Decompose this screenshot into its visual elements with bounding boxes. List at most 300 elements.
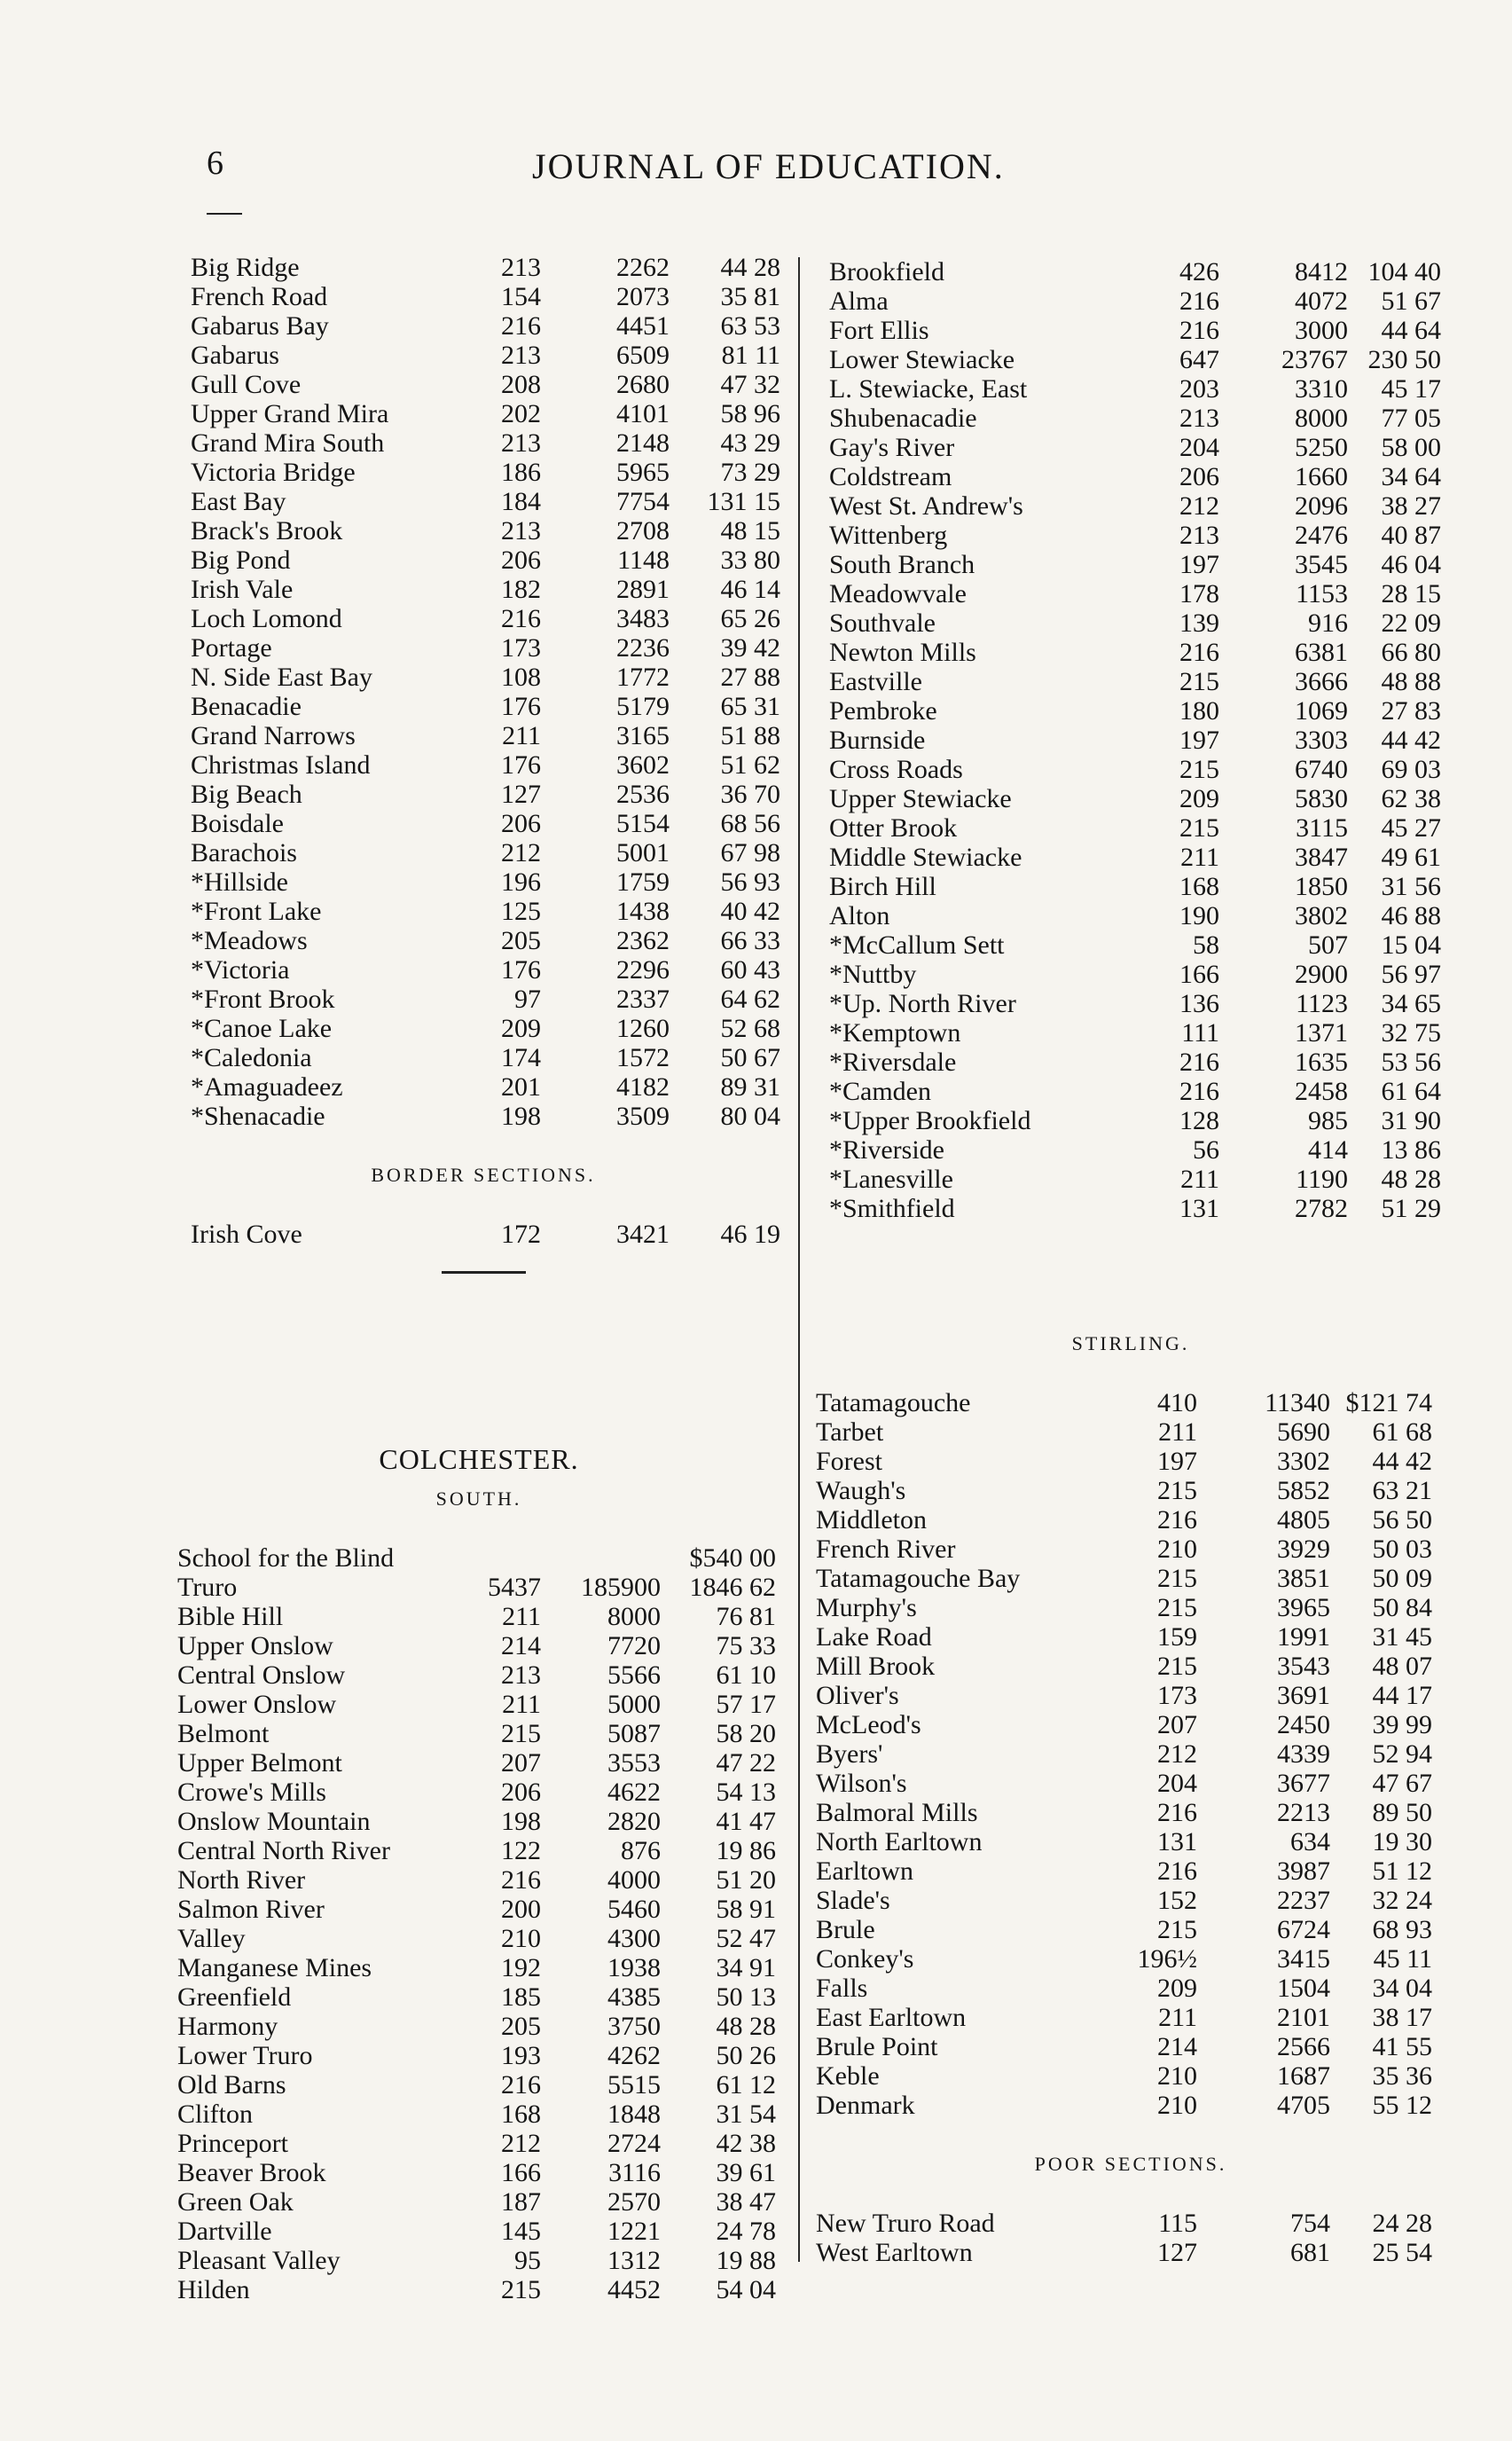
grant-amount: 52 47	[716, 1924, 776, 1953]
attendance: 1148	[617, 545, 670, 575]
days-taught: 210	[1157, 2091, 1197, 2120]
days-taught: 216	[501, 2070, 541, 2100]
days-taught: 215	[1157, 1593, 1197, 1622]
table-row	[191, 1072, 780, 1102]
table-row	[829, 989, 1450, 1018]
section-name: Denmark	[816, 2091, 915, 2120]
table-row	[191, 1220, 780, 1249]
section-name: Meadowvale	[829, 579, 967, 608]
days-taught: 213	[1179, 404, 1219, 433]
table-row	[191, 1014, 780, 1043]
table-row	[177, 1543, 780, 1573]
page-title: JOURNAL OF EDUCATION.	[532, 146, 1005, 186]
grant-amount: 63 21	[1372, 1476, 1432, 1505]
grant-amount: 32 24	[1372, 1886, 1432, 1915]
days-taught: 215	[1157, 1564, 1197, 1593]
attendance: 3545	[1295, 550, 1348, 579]
attendance: 3483	[616, 604, 670, 633]
section-name: Big Pond	[191, 545, 291, 575]
days-taught: 211	[1180, 843, 1219, 872]
attendance: 1190	[1296, 1165, 1348, 1194]
grant-amount: 63 53	[720, 311, 780, 341]
days-taught: 216	[1157, 1856, 1197, 1886]
grant-amount: 51 62	[720, 750, 780, 780]
section-name: Grand Narrows	[191, 721, 356, 750]
table-row	[816, 1564, 1445, 1593]
grant-amount: 45 11	[1373, 1944, 1432, 1974]
days-taught: 203	[1179, 374, 1219, 404]
section-name: *Lanesville	[829, 1165, 953, 1194]
right-column-bottom	[816, 1326, 1445, 2267]
grant-amount: 68 56	[720, 809, 780, 838]
attendance: 3415	[1277, 1944, 1330, 1974]
days-taught: 172	[501, 1220, 541, 1249]
days-taught: 205	[501, 2012, 541, 2041]
attendance: 2073	[616, 282, 670, 311]
table-row	[191, 253, 780, 282]
days-taught: 131	[1179, 1194, 1219, 1223]
attendance: 4339	[1277, 1739, 1330, 1769]
table-row	[191, 633, 780, 663]
days-taught: 211	[1158, 2003, 1197, 2032]
section-name: Salmon River	[177, 1895, 325, 1924]
grant-amount: 230 50	[1367, 345, 1441, 374]
table-row	[191, 926, 780, 955]
section-name: Pleasant Valley	[177, 2246, 341, 2275]
section-name: McLeod's	[816, 1710, 921, 1739]
attendance: 6740	[1295, 755, 1348, 784]
days-taught: 200	[501, 1895, 541, 1924]
grant-amount: 44 17	[1372, 1681, 1432, 1710]
attendance: 4300	[607, 1924, 661, 1953]
table-rows	[191, 253, 780, 1131]
table-row	[816, 1652, 1445, 1681]
table-row	[829, 579, 1450, 608]
days-taught: 197	[1157, 1447, 1197, 1476]
attendance: 4622	[607, 1778, 661, 1807]
table-row	[191, 282, 780, 311]
days-taught: 196½	[1137, 1944, 1197, 1974]
table-row	[191, 692, 780, 721]
grant-amount: 73 29	[720, 458, 780, 487]
table-row	[191, 458, 780, 487]
section-name: Balmoral Mills	[816, 1798, 978, 1827]
days-taught: 184	[501, 487, 541, 516]
attendance: 2337	[616, 985, 670, 1014]
section-name: L. Stewiacke, East	[829, 374, 1028, 404]
section-name: South Branch	[829, 550, 975, 579]
days-taught: 204	[1179, 433, 1219, 462]
table-row	[816, 1476, 1445, 1505]
section-name: Fort Ellis	[829, 316, 929, 345]
days-taught: 125	[501, 897, 541, 926]
days-taught: 127	[1157, 2238, 1197, 2267]
table-row	[816, 1856, 1445, 1886]
days-taught: 197	[1179, 726, 1219, 755]
days-taught: 187	[501, 2187, 541, 2217]
section-name: Manganese Mines	[177, 1953, 372, 1982]
attendance: 1153	[1296, 579, 1348, 608]
section-name: Mill Brook	[816, 1652, 936, 1681]
table-row	[816, 2032, 1445, 2061]
grant-amount: 27 88	[720, 663, 780, 692]
section-name: Wilson's	[816, 1769, 907, 1798]
table-row	[829, 257, 1450, 286]
table-row	[829, 491, 1450, 521]
grant-amount: 40 87	[1381, 521, 1441, 550]
grant-amount: 46 14	[720, 575, 780, 604]
section-name: Boisdale	[191, 809, 284, 838]
table-row	[829, 960, 1450, 989]
table-row	[816, 2209, 1445, 2238]
grant-amount: 38 17	[1372, 2003, 1432, 2032]
grant-amount: 47 22	[716, 1748, 776, 1778]
days-taught: 211	[502, 1690, 541, 1719]
table-row	[816, 1417, 1445, 1447]
section-name: Victoria Bridge	[191, 458, 356, 487]
table-row	[177, 2187, 780, 2217]
grant-amount: 76 81	[716, 1602, 776, 1631]
grant-amount: 104 40	[1367, 257, 1441, 286]
days-taught: 213	[501, 341, 541, 370]
attendance: 5566	[607, 1660, 661, 1690]
attendance: 3851	[1277, 1564, 1330, 1593]
table-row	[829, 872, 1450, 901]
section-name: Harmony	[177, 2012, 278, 2041]
grant-amount: 61 10	[716, 1660, 776, 1690]
section-name: Middleton	[816, 1505, 927, 1534]
days-taught: 145	[501, 2217, 541, 2246]
table-row	[191, 370, 780, 399]
grant-amount: 34 64	[1381, 462, 1441, 491]
attendance: 2820	[607, 1807, 661, 1836]
attendance: 2900	[1295, 960, 1348, 989]
grant-amount: 52 68	[720, 1014, 780, 1043]
attendance: 1687	[1277, 2061, 1330, 2091]
section-name: Lower Stewiacke	[829, 345, 1015, 374]
section-name: Conkey's	[816, 1944, 914, 1974]
grant-amount: 65 31	[720, 692, 780, 721]
grant-amount: 75 33	[716, 1631, 776, 1660]
days-taught: 95	[514, 2246, 541, 2275]
section-name: Gull Cove	[191, 370, 302, 399]
border-sections-heading: BORDER SECTIONS.	[371, 1164, 596, 1186]
table-row	[829, 843, 1450, 872]
section-name: Keble	[816, 2061, 880, 2091]
section-name: Barachois	[191, 838, 297, 867]
section-name: Lower Truro	[177, 2041, 313, 2070]
table-rows	[816, 1388, 1445, 2120]
grant-amount: 13 86	[1381, 1135, 1441, 1165]
grant-amount: $121 74	[1345, 1388, 1432, 1417]
attendance: 2724	[607, 2129, 661, 2158]
grant-amount: 25 54	[1372, 2238, 1432, 2267]
attendance: 1504	[1277, 1974, 1330, 2003]
days-taught: 211	[502, 721, 541, 750]
days-taught: 185	[501, 1982, 541, 2012]
grant-amount: 56 97	[1381, 960, 1441, 989]
days-taught: 209	[1157, 1974, 1197, 2003]
attendance: 3929	[1277, 1534, 1330, 1564]
attendance: 3165	[616, 721, 670, 750]
grant-amount: 41 47	[716, 1807, 776, 1836]
poor-sections-heading: POOR SECTIONS.	[1034, 2153, 1227, 2175]
table-row	[177, 2012, 780, 2041]
grant-amount: 35 36	[1372, 2061, 1432, 2091]
attendance: 634	[1290, 1827, 1330, 1856]
attendance: 1123	[1296, 989, 1348, 1018]
days-taught: 186	[501, 458, 541, 487]
days-taught: 174	[501, 1043, 541, 1072]
grant-amount: 56 50	[1372, 1505, 1432, 1534]
section-name: *Front Lake	[191, 897, 322, 926]
section-rule	[442, 1271, 526, 1274]
grant-amount: 48 07	[1372, 1652, 1432, 1681]
section-name: *Up. North River	[829, 989, 1016, 1018]
table-row	[816, 1827, 1445, 1856]
days-taught: 111	[1181, 1018, 1219, 1048]
section-name: New Truro Road	[816, 2209, 995, 2238]
table-row	[191, 897, 780, 926]
grant-amount: 47 32	[720, 370, 780, 399]
table-row	[177, 1778, 780, 1807]
table-row	[177, 1690, 780, 1719]
grant-amount: 49 61	[1381, 843, 1441, 872]
attendance: 1572	[616, 1043, 670, 1072]
attendance: 5087	[607, 1719, 661, 1748]
days-taught: 136	[1179, 989, 1219, 1018]
table-row	[829, 608, 1450, 638]
days-taught: 190	[1179, 901, 1219, 930]
grant-amount: 53 56	[1381, 1048, 1441, 1077]
grant-amount: 51 20	[716, 1865, 776, 1895]
days-taught: 216	[1179, 286, 1219, 316]
attendance: 5001	[616, 838, 670, 867]
attendance: 3677	[1277, 1769, 1330, 1798]
table-row	[191, 604, 780, 633]
section-name: Forest	[816, 1447, 882, 1476]
days-taught: 201	[501, 1072, 541, 1102]
grant-amount: 34 91	[716, 1953, 776, 1982]
attendance: 985	[1308, 1106, 1348, 1135]
days-taught: 212	[501, 2129, 541, 2158]
attendance: 2680	[616, 370, 670, 399]
attendance: 4101	[616, 399, 670, 428]
grant-amount: 51 29	[1381, 1194, 1441, 1223]
grant-amount: 48 15	[720, 516, 780, 545]
days-taught: 216	[501, 311, 541, 341]
days-taught: 210	[1157, 2061, 1197, 2091]
section-name: Alton	[829, 901, 890, 930]
days-taught: 216	[1157, 1798, 1197, 1827]
attendance: 2237	[1277, 1886, 1330, 1915]
table-row	[177, 1660, 780, 1690]
table-row	[829, 286, 1450, 316]
attendance: 2891	[616, 575, 670, 604]
grant-amount: 64 62	[720, 985, 780, 1014]
days-taught: 214	[501, 1631, 541, 1660]
days-taught: 211	[1158, 1417, 1197, 1447]
grant-amount: 44 42	[1381, 726, 1441, 755]
grant-amount: 32 75	[1381, 1018, 1441, 1048]
attendance: 2262	[616, 253, 670, 282]
section-name: Christmas Island	[191, 750, 371, 780]
days-taught: 212	[501, 838, 541, 867]
section-name: East Bay	[191, 487, 286, 516]
section-name: *Upper Brookfield	[829, 1106, 1031, 1135]
attendance: 3987	[1277, 1856, 1330, 1886]
days-taught: 131	[1157, 1827, 1197, 1856]
section-name: *Amaguadeez	[191, 1072, 343, 1102]
section-name: Oliver's	[816, 1681, 899, 1710]
days-taught: 182	[501, 575, 541, 604]
grant-amount: 52 94	[1372, 1739, 1432, 1769]
spacer	[191, 1193, 776, 1220]
grant-amount: 35 81	[720, 282, 780, 311]
days-taught: 173	[501, 633, 541, 663]
grant-amount: 58 96	[720, 399, 780, 428]
table-row	[829, 462, 1450, 491]
attendance: 2536	[616, 780, 670, 809]
section-name: Truro	[177, 1573, 238, 1602]
table-row	[177, 1865, 780, 1895]
days-taught: 159	[1157, 1622, 1197, 1652]
attendance: 3000	[1295, 316, 1348, 345]
section-name: Upper Belmont	[177, 1748, 342, 1778]
section-name: School for the Blind	[177, 1543, 395, 1573]
grant-amount: $540 00	[689, 1543, 776, 1573]
table-row	[191, 399, 780, 428]
days-taught: 202	[501, 399, 541, 428]
section-name: *Victoria	[191, 955, 290, 985]
days-taught: 216	[501, 604, 541, 633]
days-taught: 56	[1193, 1135, 1219, 1165]
days-taught: 127	[501, 780, 541, 809]
attendance: 5000	[607, 1690, 661, 1719]
table-row	[816, 2091, 1445, 2120]
grant-amount: 46 88	[1381, 901, 1441, 930]
table-row	[829, 726, 1450, 755]
section-name: West Earltown	[816, 2238, 973, 2267]
table-row	[177, 2246, 780, 2275]
grant-amount: 44 42	[1372, 1447, 1432, 1476]
attendance: 2570	[607, 2187, 661, 2217]
section-name: *Meadows	[191, 926, 308, 955]
days-taught: 215	[501, 1719, 541, 1748]
section-name: Pembroke	[829, 696, 937, 726]
section-name: Central North River	[177, 1836, 390, 1865]
table-row	[816, 1886, 1445, 1915]
attendance: 3509	[616, 1102, 670, 1131]
attendance: 1371	[1295, 1018, 1348, 1048]
table-row	[829, 1194, 1450, 1223]
days-taught: 204	[1157, 1769, 1197, 1798]
attendance: 1312	[607, 2246, 661, 2275]
section-name: *Kemptown	[829, 1018, 961, 1048]
section-name: Hilden	[177, 2275, 250, 2304]
table-row	[191, 985, 780, 1014]
column-divider	[798, 257, 800, 2262]
table-row	[191, 487, 780, 516]
table-row	[829, 784, 1450, 813]
attendance: 2782	[1295, 1194, 1348, 1223]
grant-amount: 39 99	[1372, 1710, 1432, 1739]
days-taught: 215	[1157, 1915, 1197, 1944]
table-row	[177, 2217, 780, 2246]
grant-amount: 61 64	[1381, 1077, 1441, 1106]
grant-amount: 46 19	[720, 1220, 780, 1249]
section-name: Belmont	[177, 1719, 270, 1748]
grant-amount: 40 42	[720, 897, 780, 926]
attendance: 2458	[1295, 1077, 1348, 1106]
table-row	[177, 2275, 780, 2304]
attendance: 1260	[616, 1014, 670, 1043]
table-row	[191, 663, 780, 692]
attendance: 4805	[1277, 1505, 1330, 1534]
table-row	[816, 1681, 1445, 1710]
section-name: *Riverside	[829, 1135, 944, 1165]
section-name: Dartville	[177, 2217, 272, 2246]
days-taught: 211	[1180, 1165, 1219, 1194]
days-taught: 176	[501, 750, 541, 780]
attendance: 2362	[616, 926, 670, 955]
attendance: 5250	[1295, 433, 1348, 462]
days-taught: 216	[1157, 1505, 1197, 1534]
attendance: 4182	[616, 1072, 670, 1102]
attendance: 3965	[1277, 1593, 1330, 1622]
section-name: North Earltown	[816, 1827, 983, 1856]
grant-amount: 89 31	[720, 1072, 780, 1102]
section-name: Earltown	[816, 1856, 913, 1886]
attendance: 185900	[581, 1573, 661, 1602]
section-name: Portage	[191, 633, 272, 663]
attendance: 2476	[1295, 521, 1348, 550]
attendance: 3115	[1296, 813, 1348, 843]
days-taught: 216	[1179, 1077, 1219, 1106]
section-name: Beaver Brook	[177, 2158, 326, 2187]
table-row	[829, 755, 1450, 784]
grant-amount: 50 67	[720, 1043, 780, 1072]
attendance: 3310	[1295, 374, 1348, 404]
attendance: 3302	[1277, 1447, 1330, 1476]
section-name: Upper Grand Mira	[191, 399, 389, 428]
table-row	[191, 780, 780, 809]
attendance: 4262	[607, 2041, 661, 2070]
days-taught: 58	[1193, 930, 1219, 960]
days-taught: 213	[501, 428, 541, 458]
grant-amount: 60 43	[720, 955, 780, 985]
grant-amount: 39 61	[716, 2158, 776, 2187]
table-row	[816, 1739, 1445, 1769]
section-name: Middle Stewiacke	[829, 843, 1022, 872]
grant-amount: 50 09	[1372, 1564, 1432, 1593]
page-number: 6	[207, 145, 223, 182]
section-name: Lake Road	[816, 1622, 932, 1652]
days-taught: 206	[1179, 462, 1219, 491]
days-taught: 215	[1179, 667, 1219, 696]
table-row	[816, 1944, 1445, 1974]
grant-amount: 67 98	[720, 838, 780, 867]
days-taught: 198	[501, 1807, 541, 1836]
days-taught: 213	[501, 516, 541, 545]
attendance: 754	[1290, 2209, 1330, 2238]
grant-amount: 51 12	[1372, 1856, 1432, 1886]
days-taught: 193	[501, 2041, 541, 2070]
grant-amount: 45 27	[1381, 813, 1441, 843]
attendance: 3750	[607, 2012, 661, 2041]
section-name: *Nuttby	[829, 960, 917, 989]
section-name: Brack's Brook	[191, 516, 343, 545]
